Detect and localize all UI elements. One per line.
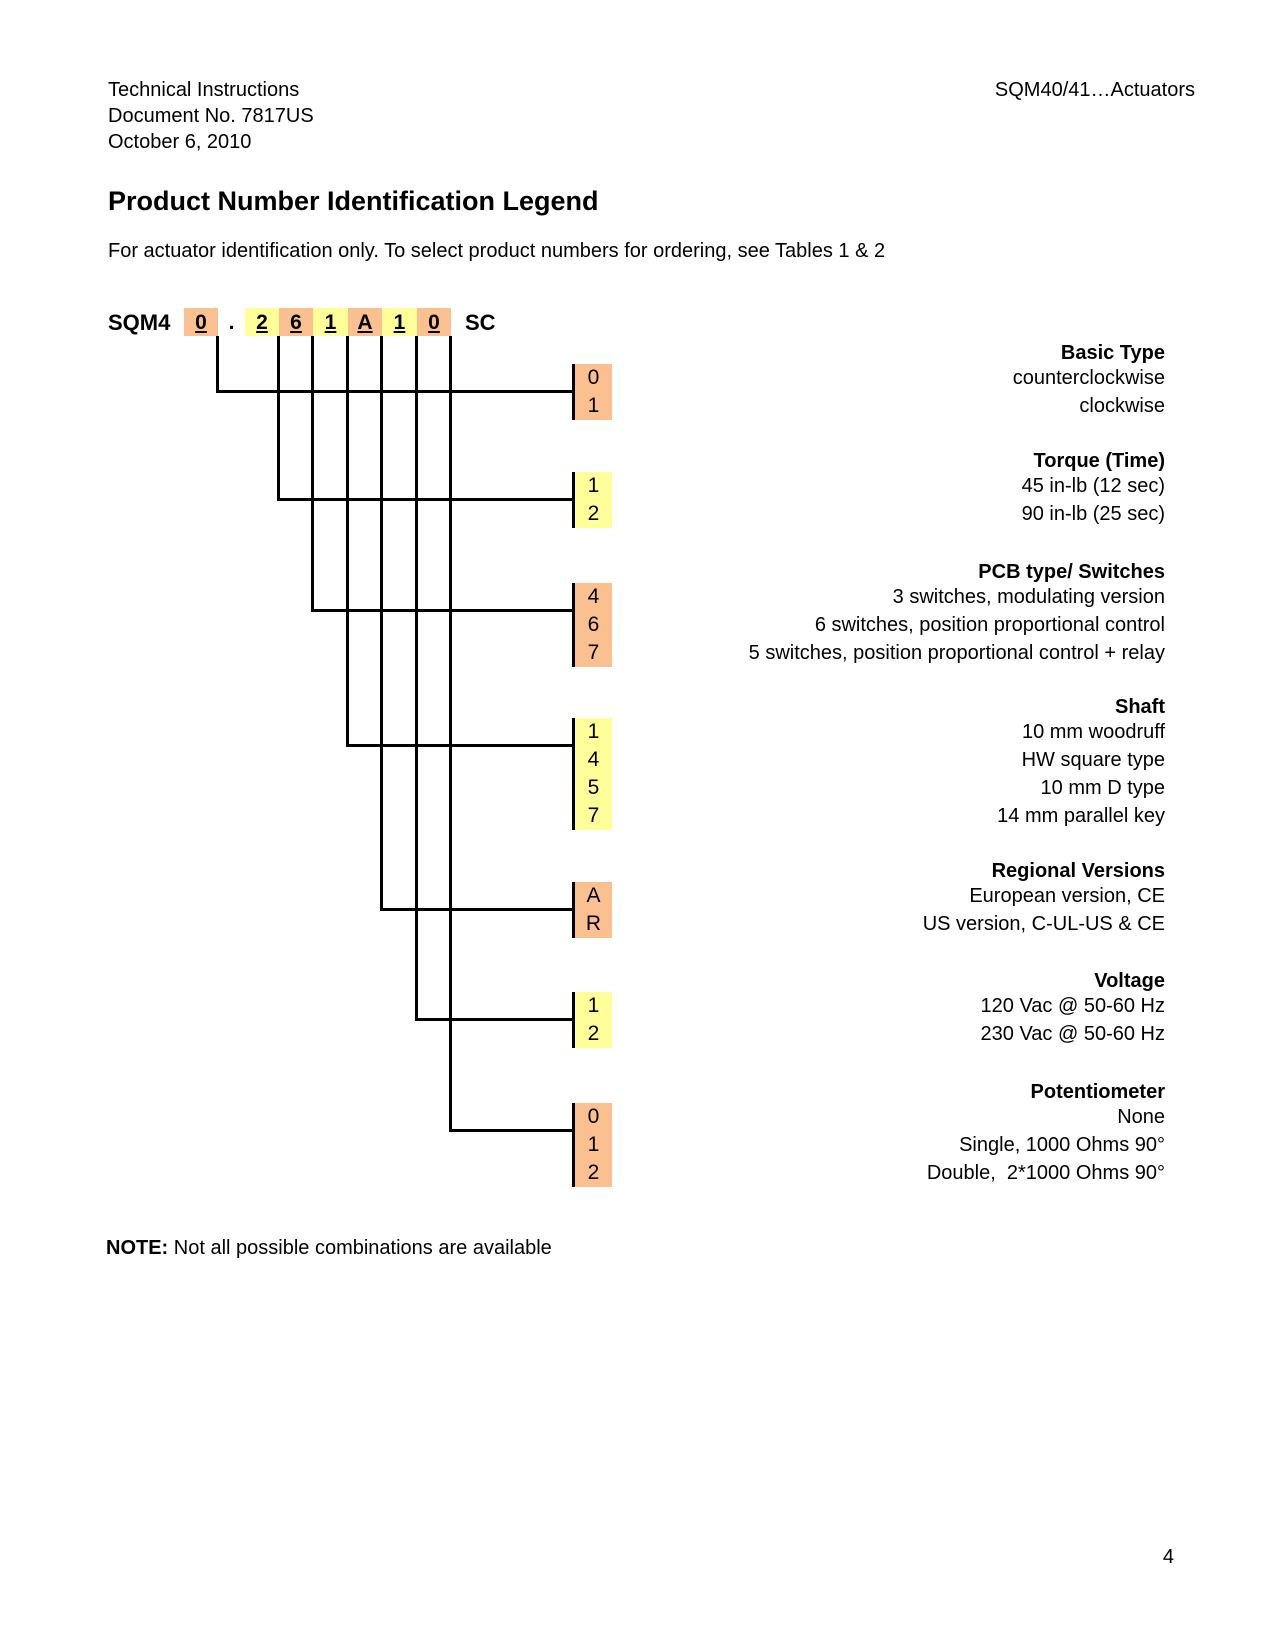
code-char: .: [228, 311, 235, 334]
header-product-name: SQM40/41…Actuators: [994, 79, 1195, 101]
connector-line-vertical: [380, 336, 383, 911]
code-char-box: [313, 308, 348, 336]
connector-line-horizontal: [380, 908, 575, 911]
code-char: A: [357, 311, 373, 334]
group-heading: Torque (Time): [1033, 450, 1165, 472]
option-code-cell: 4: [587, 748, 600, 771]
page-title: Product Number Identification Legend: [108, 186, 599, 216]
code-char-box: [279, 308, 313, 336]
option-label: 5 switches, position proportional control + relay: [748, 642, 1165, 664]
connector-line-horizontal: [216, 390, 575, 393]
option-code-cell: 5: [587, 776, 600, 799]
connector-line-horizontal: [277, 498, 575, 501]
option-label: Double, 2*1000 Ohms 90°: [926, 1162, 1165, 1184]
code-char: 0: [428, 311, 440, 334]
connector-line-vertical: [346, 336, 349, 747]
connector-line-vertical: [415, 336, 418, 1021]
option-label: 6 switches, position proportional control: [814, 614, 1165, 636]
group-heading: Potentiometer: [1030, 1081, 1165, 1103]
option-code-cell: 1: [587, 394, 600, 417]
option-code-cell: 1: [587, 1133, 600, 1156]
option-label: 230 Vac @ 50-60 Hz: [980, 1023, 1165, 1045]
option-label: None: [1117, 1106, 1165, 1128]
code-char-box: [382, 308, 417, 336]
option-code-cell: 0: [587, 366, 600, 389]
option-label: 10 mm woodruff: [1021, 721, 1165, 743]
header-doc-type: Technical Instructions: [108, 79, 300, 101]
code-char-box: [184, 308, 218, 336]
option-code-cell: 1: [587, 994, 600, 1017]
group-heading: Regional Versions: [991, 860, 1165, 882]
code-char: 1: [324, 311, 337, 334]
code-char: 0: [195, 311, 207, 334]
connector-line-horizontal: [415, 1018, 575, 1021]
code-char-box: [417, 308, 451, 336]
connector-line-vertical: [277, 336, 280, 501]
code-separator: [218, 308, 245, 336]
option-label: clockwise: [1079, 395, 1165, 417]
code-prefix: SQM4: [108, 310, 171, 335]
option-label: 3 switches, modulating version: [892, 586, 1165, 608]
header-left-block: [108, 77, 314, 155]
group-heading: Basic Type: [1060, 342, 1165, 364]
page-subtitle: For actuator identification only. To select product numbers for ordering, see Tables 1 & 2: [108, 240, 886, 262]
option-code-cell: 1: [587, 474, 600, 497]
option-code-cell: 4: [587, 585, 600, 608]
option-code-cell: 1: [587, 720, 600, 743]
group-heading: PCB type/ Switches: [978, 561, 1165, 583]
option-code-cell: 0: [587, 1105, 600, 1128]
option-box: [575, 992, 612, 1048]
option-box: [575, 583, 612, 667]
code-char-box: [245, 308, 279, 336]
code-char: 6: [290, 311, 302, 334]
connector-line-vertical: [311, 336, 314, 612]
connector-line-vertical: [449, 336, 452, 1132]
option-code-cell: A: [586, 884, 601, 907]
option-code-cell: 7: [587, 804, 600, 827]
header-doc-date: October 6, 2010: [108, 131, 252, 153]
option-box: [575, 472, 612, 528]
option-label: HW square type: [1021, 749, 1165, 771]
option-code-cell: 7: [587, 641, 600, 664]
header-doc-number: Document No. 7817US: [108, 105, 314, 127]
code-suffix: SC: [465, 310, 496, 335]
option-label: European version, CE: [969, 885, 1165, 907]
option-code-cell: 2: [587, 1022, 600, 1045]
option-code-cell: R: [585, 912, 602, 935]
option-label: Single, 1000 Ohms 90°: [959, 1134, 1165, 1156]
code-char-box: [348, 308, 382, 336]
option-box: [575, 882, 612, 938]
connector-line-horizontal: [449, 1129, 575, 1132]
group-heading: Voltage: [1094, 970, 1165, 992]
group-heading: Shaft: [1115, 696, 1165, 718]
option-label: 120 Vac @ 50-60 Hz: [980, 995, 1165, 1017]
option-code-cell: 2: [587, 502, 600, 525]
option-code-cell: 6: [587, 613, 600, 636]
option-label: US version, C-UL-US & CE: [922, 913, 1165, 935]
code-char: 2: [256, 311, 268, 334]
page-number: 4: [1162, 1546, 1174, 1568]
option-label: 90 in-lb (25 sec): [1021, 503, 1165, 525]
option-box: [575, 718, 612, 830]
connector-line-horizontal: [311, 609, 575, 612]
option-label: 10 mm D type: [1040, 777, 1165, 799]
code-char: 1: [393, 311, 406, 334]
option-label: counterclockwise: [1012, 367, 1165, 389]
option-label: 14 mm parallel key: [997, 805, 1165, 827]
note-line: [106, 1235, 552, 1261]
option-box: [575, 364, 612, 420]
option-label: 45 in-lb (12 sec): [1021, 475, 1165, 497]
option-box: [575, 1103, 612, 1187]
note-label: NOTE:: [106, 1237, 169, 1259]
option-code-cell: 2: [587, 1161, 600, 1184]
note-text: Not all possible combinations are available: [168, 1237, 552, 1259]
connector-line-vertical: [216, 336, 219, 393]
